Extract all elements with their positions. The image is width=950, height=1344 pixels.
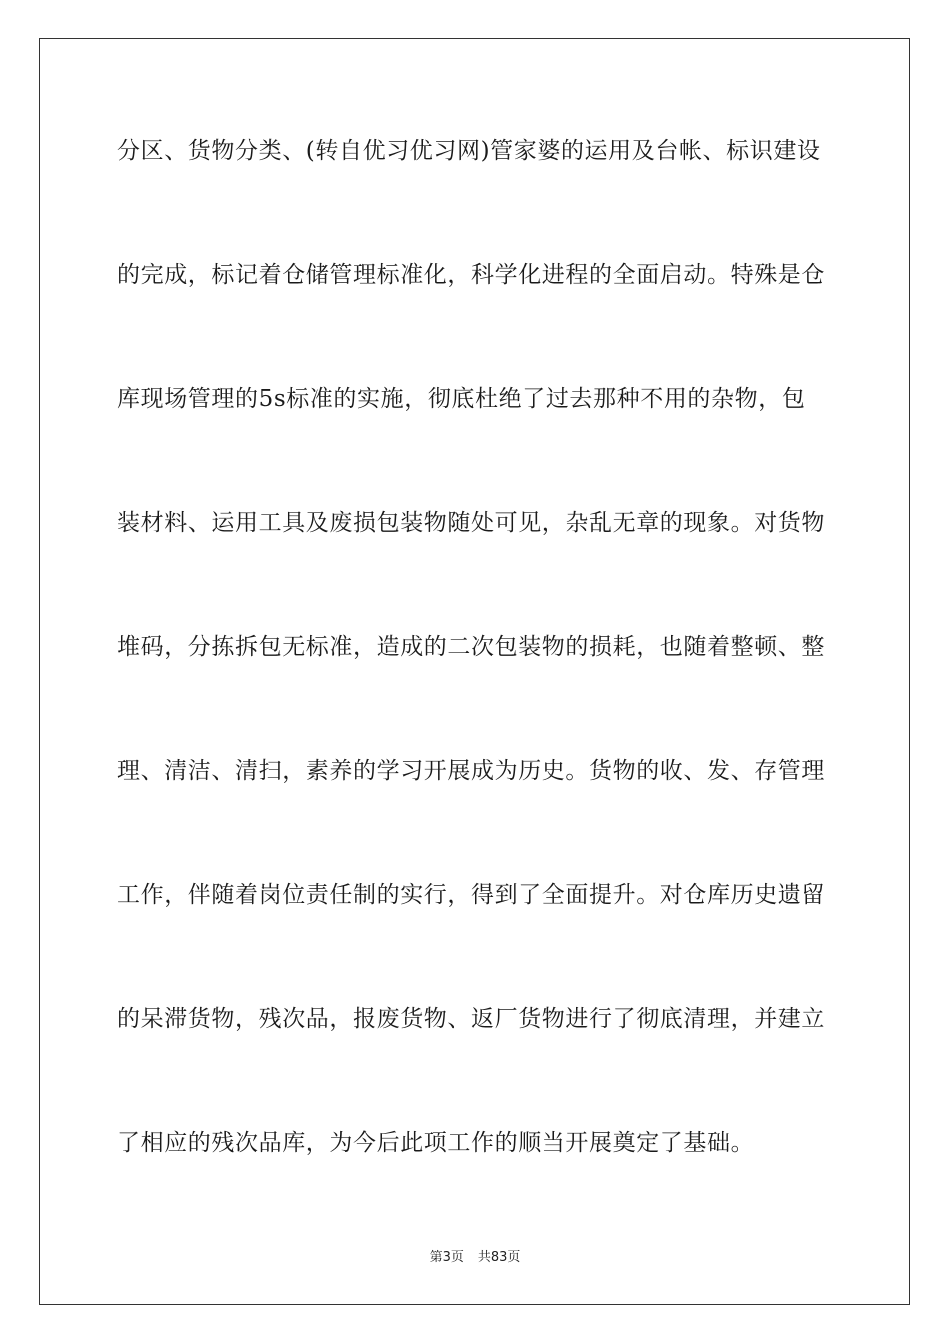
body-line: 的完成，标记着仓储管理标准化，科学化进程的全面启动。特殊是仓 [117,262,825,288]
page-footer [0,1246,950,1265]
body-line: 分区、货物分类、(转自优习优习网)管家婆的运用及台帐、标识建设 [117,138,821,164]
body-line: 理、清洁、清扫，素养的学习开展成为历史。货物的收、发、存管理 [117,758,825,784]
document-body [117,126,833,1242]
body-line: 装材料、运用工具及废损包装物随处可见，杂乱无章的现象。对货物 [117,510,825,536]
body-line: 工作，伴随着岗位责任制的实行，得到了全面提升。对仓库历史遗留 [117,882,825,908]
page-total: 共83页 [477,1250,521,1265]
page-number: 第3页 [429,1250,464,1265]
body-line: 堆码，分拣拆包无标准，造成的二次包装物的损耗，也随着整顿、整 [117,634,825,660]
body-line: 了相应的残次品库，为今后此项工作的顺当开展奠定了基础。 [117,1130,755,1156]
body-line: 库现场管理的5s标准的实施，彻底杜绝了过去那种不用的杂物，包 [117,386,806,412]
body-line: 的呆滞货物，残次品，报废货物、返厂货物进行了彻底清理，并建立 [117,1006,825,1032]
